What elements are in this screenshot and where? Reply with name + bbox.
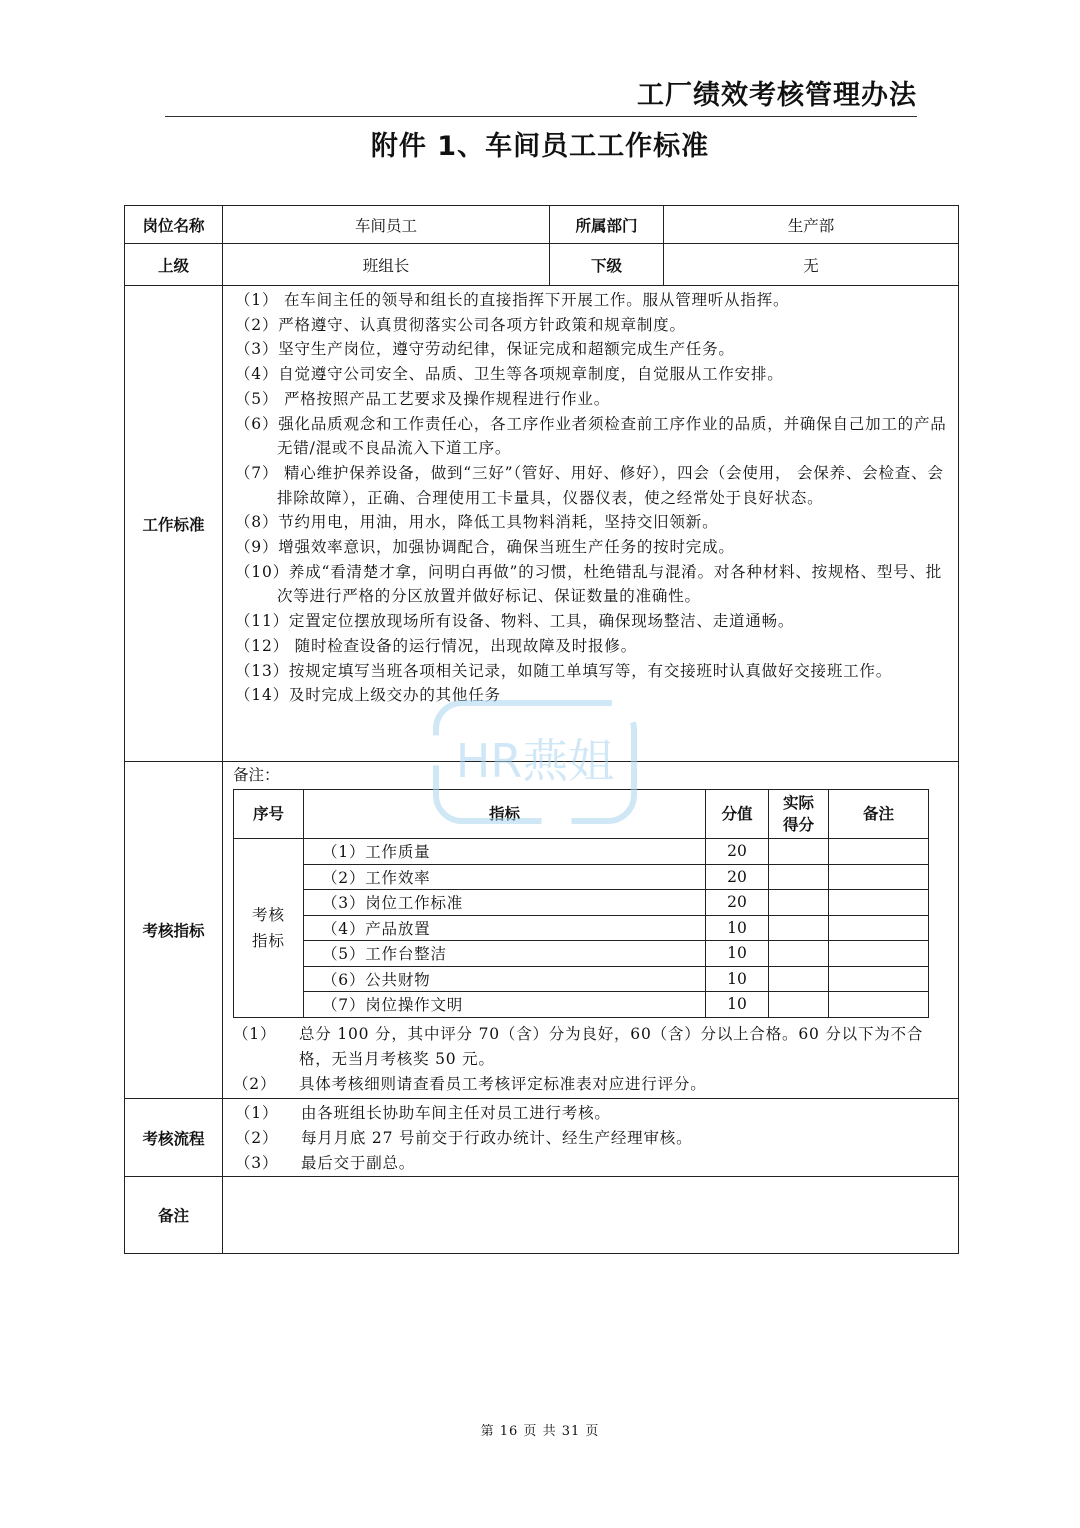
list-item: （7） 精心维护保养设备，做到“三好”（管好、用好、修好），四会（会使用， 会保养、会检查、会排除故障），正确、合理使用工卡量具，仪器仪表，使之经常处于良好状态。 xyxy=(235,463,944,507)
remark-cell xyxy=(829,839,929,865)
indicator-cell: （7）岗位操作文明 xyxy=(304,992,706,1018)
list-item: （12） 随时检查设备的运行情况，出现故障及时报修。 xyxy=(235,636,637,655)
assessment-content xyxy=(223,762,959,1099)
actual-score-cell xyxy=(769,915,829,941)
list-item: （9）增强效率意识，加强协调配合，确保当班生产任务的按时完成。 xyxy=(235,538,735,557)
list-item xyxy=(235,1151,950,1176)
indicator-header: 指标 xyxy=(304,790,706,839)
reporting-row xyxy=(125,244,959,286)
department-value: 生产部 xyxy=(664,206,959,244)
list-item xyxy=(233,1072,958,1097)
list-item: （6）强化品质观念和工作责任心，各工序作业者须检查前工序作业的品质，并确保自己加工的产品无错/混或不良品流入下道工序。 xyxy=(235,414,947,458)
step-text: 最后交于副总。 xyxy=(301,1154,416,1172)
score-cell: 10 xyxy=(706,941,769,967)
indicator-cell: （3）岗位工作标准 xyxy=(304,890,706,916)
table-row xyxy=(234,941,929,967)
note-text: 总分 100 分，其中评分 70（含）分为良好，60（含）分以上合格。60 分以下为不合格，无当月考核奖 50 元。 xyxy=(299,1024,924,1068)
list-item: （14）及时完成上级交办的其他任务 xyxy=(235,686,501,705)
indicator-cell: （4）产品放置 xyxy=(304,915,706,941)
document-name: 工厂绩效考核管理办法 xyxy=(637,80,917,111)
step-text: 由各班组长协助车间主任对员工进行考核。 xyxy=(301,1104,611,1122)
table-row xyxy=(234,915,929,941)
table-row xyxy=(234,890,929,916)
list-item xyxy=(235,1101,950,1126)
actual-header-line2: 得分 xyxy=(782,815,814,834)
actual-score-header xyxy=(769,790,829,839)
score-cell: 20 xyxy=(706,890,769,916)
note-text: 具体考核细则请查看员工考核评定标准表对应进行评分。 xyxy=(299,1074,707,1093)
step-text: 每月月底 27 号前交于行政办统计、经生产经理审核。 xyxy=(301,1129,693,1147)
score-header: 分值 xyxy=(706,790,769,839)
work-standard-label: 工作标准 xyxy=(125,286,223,762)
position-name-value: 车间员工 xyxy=(223,206,550,244)
subordinate-label: 下级 xyxy=(550,244,664,286)
table-row xyxy=(234,992,929,1018)
actual-header-line1: 实际 xyxy=(782,793,814,812)
list-item: （10）养成“看清楚才拿，问明白再做”的习惯，杜绝错乱与混淆。对各种材料、按规格、型号、批次等进行严格的分区放置并做好标记、保证数量的准确性。 xyxy=(235,562,943,606)
process-row xyxy=(125,1099,959,1177)
department-label: 所属部门 xyxy=(550,206,664,244)
note-number: （1） xyxy=(233,1024,277,1043)
watermark-text: HR燕姐 xyxy=(455,734,615,788)
actual-score-cell xyxy=(769,864,829,890)
table-row xyxy=(234,864,929,890)
score-cell: 20 xyxy=(706,864,769,890)
table-row xyxy=(234,839,929,865)
remarks-label: 备注 xyxy=(125,1177,223,1254)
kpi-group-cell xyxy=(234,839,304,1018)
score-cell: 20 xyxy=(706,839,769,865)
table-row xyxy=(234,966,929,992)
actual-score-cell xyxy=(769,890,829,916)
seq-header: 序号 xyxy=(234,790,304,839)
step-number: （1） xyxy=(235,1104,279,1122)
list-item xyxy=(233,1022,958,1072)
indicator-cell: （1）工作质量 xyxy=(304,839,706,865)
assessment-label: 考核指标 xyxy=(125,762,223,1099)
remark-cell xyxy=(829,864,929,890)
superior-value: 班组长 xyxy=(223,244,550,286)
document-header xyxy=(165,76,917,117)
kpi-table xyxy=(233,789,929,1018)
remarks-row xyxy=(125,1177,959,1254)
remark-cell xyxy=(829,941,929,967)
indicator-cell: （5）工作台整洁 xyxy=(304,941,706,967)
group-line1: 考核 xyxy=(251,905,285,924)
process-label: 考核流程 xyxy=(125,1099,223,1177)
list-item: （13）按规定填写当班各项相关记录，如随工单填写等，有交接班时认真做好交接班工作。 xyxy=(235,661,893,680)
indicator-cell: （6）公共财物 xyxy=(304,966,706,992)
indicator-cell: （2）工作效率 xyxy=(304,864,706,890)
group-line2: 指标 xyxy=(251,931,285,950)
actual-score-cell xyxy=(769,941,829,967)
remark-header: 备注 xyxy=(829,790,929,839)
work-standard-list xyxy=(235,288,950,708)
step-number: （2） xyxy=(235,1129,279,1147)
score-cell: 10 xyxy=(706,992,769,1018)
remark-title: 备注： xyxy=(233,766,280,784)
list-item: （4）自觉遵守公司安全、品质、卫生等各项规章制度，自觉服从工作安排。 xyxy=(235,365,784,384)
process-content xyxy=(223,1099,959,1177)
assessment-notes xyxy=(233,1022,958,1097)
list-item: （5） 严格按照产品工艺要求及操作规程进行作业。 xyxy=(235,389,610,408)
remark-cell xyxy=(829,915,929,941)
position-row xyxy=(125,206,959,244)
kpi-header-row xyxy=(234,790,929,839)
step-number: （3） xyxy=(235,1154,279,1172)
superior-label: 上级 xyxy=(125,244,223,286)
score-cell: 10 xyxy=(706,966,769,992)
remark-cell xyxy=(829,966,929,992)
score-cell: 10 xyxy=(706,915,769,941)
subordinate-value: 无 xyxy=(664,244,959,286)
remark-cell xyxy=(829,992,929,1018)
remark-cell xyxy=(829,890,929,916)
list-item: （8）节约用电，用油，用水，降低工具物料消耗，坚持交旧领新。 xyxy=(235,513,719,532)
remarks-content xyxy=(223,1177,959,1254)
assessment-row xyxy=(125,762,959,1099)
list-item: （11）定置定位摆放现场所有设备、物料、工具，确保现场整洁、走道通畅。 xyxy=(235,612,795,631)
work-standard-row xyxy=(125,286,959,762)
position-name-label: 岗位名称 xyxy=(125,206,223,244)
page-footer: 第 16 页 共 31 页 xyxy=(480,1424,600,1439)
list-item: （3）坚守生产岗位，遵守劳动纪律，保证完成和超额完成生产任务。 xyxy=(235,340,735,359)
process-steps xyxy=(235,1101,950,1176)
work-standard-content xyxy=(223,286,959,762)
actual-score-cell xyxy=(769,839,829,865)
list-item: （1） 在车间主任的领导和组长的直接指挥下开展工作。服从管理听从指挥。 xyxy=(235,291,790,309)
actual-score-cell xyxy=(769,992,829,1018)
list-item xyxy=(235,1126,950,1151)
page-title: 附件 1、车间员工工作标准 xyxy=(370,131,710,162)
job-standard-table xyxy=(124,205,959,1254)
list-item: （2）严格遵守、认真贯彻落实公司各项方针政策和规章制度。 xyxy=(235,315,686,334)
actual-score-cell xyxy=(769,966,829,992)
note-number: （2） xyxy=(233,1074,277,1093)
